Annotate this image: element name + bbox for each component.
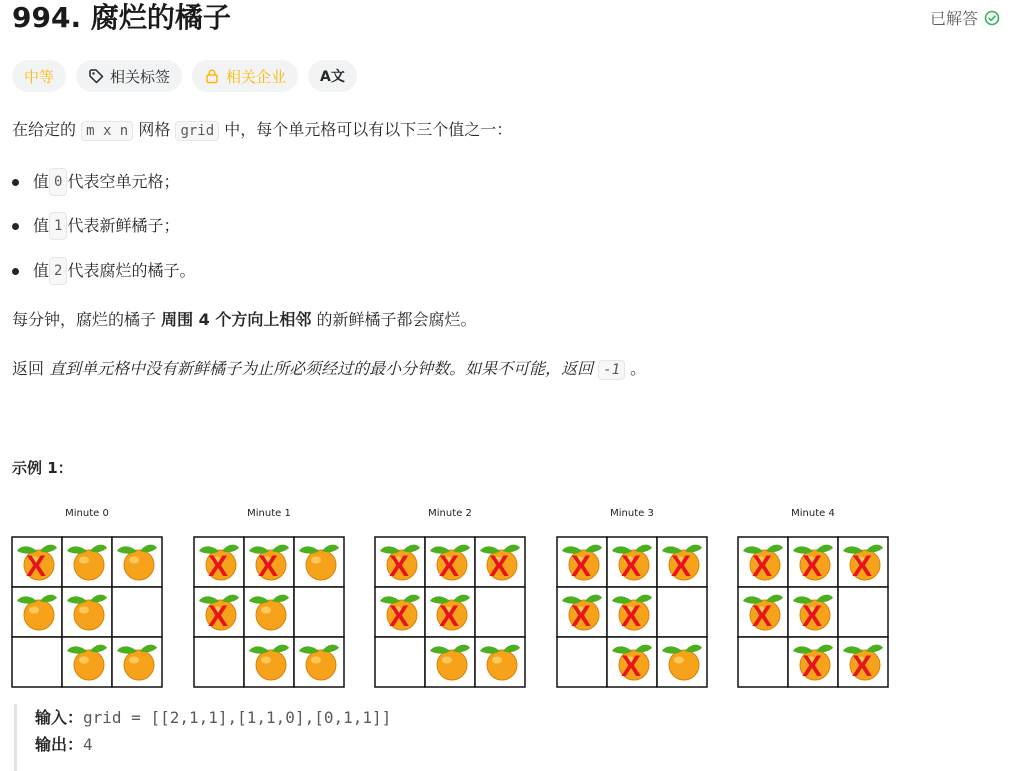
svg-text:X: X	[438, 550, 460, 583]
grid-board	[374, 536, 526, 688]
svg-text:X: X	[570, 600, 592, 633]
rule-text-1: 每分钟，腐烂的橘子	[12, 310, 162, 329]
rotten-orange-cell	[788, 587, 838, 637]
rotten-orange-cell	[657, 537, 707, 587]
svg-text:X: X	[620, 650, 642, 683]
code-mxn: m x n	[81, 121, 133, 141]
svg-text:X: X	[488, 550, 510, 583]
svg-text:X: X	[25, 550, 47, 583]
return-text-1: 返回	[12, 359, 50, 378]
lock-icon	[204, 68, 220, 84]
bullet-text: 代表新鲜橘子；	[67, 216, 180, 235]
code-value: 0	[49, 168, 67, 196]
difficulty-badge[interactable]	[12, 60, 66, 92]
svg-text:X: X	[388, 600, 410, 633]
svg-text:X: X	[851, 550, 873, 583]
return-paragraph	[12, 357, 646, 382]
fresh-orange-cell	[62, 637, 112, 687]
empty-cell	[375, 637, 425, 687]
bullet-text: 值	[33, 216, 50, 235]
input-label: 输入：	[35, 708, 84, 727]
page-title: 994. 腐烂的橘子	[12, 1, 231, 34]
translate-icon: A文	[320, 69, 345, 85]
bullet-dot	[12, 268, 19, 275]
minute-label: Minute 2	[428, 508, 472, 519]
rotten-orange-cell	[557, 537, 607, 587]
grid-board	[11, 536, 163, 688]
empty-cell	[194, 637, 244, 687]
fresh-orange-cell	[244, 637, 294, 687]
bullet-text: 代表空单元格；	[67, 172, 180, 191]
rotten-orange-cell	[194, 537, 244, 587]
svg-text:X: X	[438, 600, 460, 633]
output-label: 输出：	[35, 735, 84, 754]
difficulty-label: 中等	[24, 67, 55, 86]
bullet-text: 值	[33, 261, 50, 280]
minute-label: Minute 0	[65, 508, 109, 519]
fresh-orange-cell	[62, 537, 112, 587]
related-tags-button[interactable]	[76, 60, 182, 92]
rotten-orange-cell	[244, 537, 294, 587]
grid-board	[193, 536, 345, 688]
empty-cell	[657, 587, 707, 637]
bullet-dot	[12, 179, 19, 186]
rotten-orange-cell	[425, 587, 475, 637]
rotten-orange-cell	[12, 537, 62, 587]
rotten-orange-cell	[607, 537, 657, 587]
svg-text:X: X	[801, 600, 823, 633]
minute-label: Minute 1	[247, 508, 291, 519]
intro-text-1: 在给定的	[12, 120, 82, 139]
intro-text-3: 中，每个单元格可以有以下三个值之一：	[219, 120, 513, 139]
list-item	[12, 168, 179, 196]
rule-paragraph	[12, 308, 476, 332]
tag-icon	[88, 68, 104, 84]
return-text-2: 。	[625, 359, 647, 378]
fresh-orange-cell	[294, 637, 344, 687]
rotten-orange-cell	[738, 587, 788, 637]
fresh-orange-cell	[475, 637, 525, 687]
fresh-orange-cell	[112, 537, 162, 587]
svg-text:X: X	[570, 550, 592, 583]
grid-board	[737, 536, 889, 688]
input-value: grid = [[2,1,1],[1,1,0],[0,1,1]]	[83, 708, 392, 727]
code-value: 2	[49, 257, 67, 285]
minute-label: Minute 4	[791, 508, 835, 519]
code-grid: grid	[175, 121, 219, 141]
tag-bar	[12, 60, 357, 92]
empty-cell	[294, 587, 344, 637]
rule-text-2: 的新鲜橘子都会腐烂。	[311, 310, 477, 329]
empty-cell	[475, 587, 525, 637]
svg-text:X: X	[751, 600, 773, 633]
output-value: 4	[83, 735, 93, 754]
rotten-orange-cell	[788, 537, 838, 587]
minute-label: Minute 3	[610, 508, 654, 519]
svg-text:X: X	[620, 600, 642, 633]
fresh-orange-cell	[425, 637, 475, 687]
solved-label: 已解答	[929, 9, 978, 28]
fresh-orange-cell	[244, 587, 294, 637]
rule-bold: 周围 4 个方向上相邻	[161, 310, 312, 329]
list-item	[12, 257, 195, 285]
related-tags-label: 相关标签	[110, 67, 171, 86]
rotten-orange-cell	[375, 537, 425, 587]
list-item	[12, 212, 179, 240]
svg-text:X: X	[207, 600, 229, 633]
rotten-orange-cell	[838, 637, 888, 687]
svg-text:X: X	[620, 550, 642, 583]
svg-text:X: X	[851, 650, 873, 683]
rotten-orange-cell	[838, 537, 888, 587]
bullet-text: 值	[33, 172, 50, 191]
related-companies-button[interactable]	[192, 60, 298, 92]
rotten-orange-cell	[375, 587, 425, 637]
example-heading: 示例 1：	[12, 459, 73, 477]
svg-text:X: X	[670, 550, 692, 583]
grid-board	[556, 536, 708, 688]
empty-cell	[838, 587, 888, 637]
example-output	[35, 731, 1004, 758]
svg-text:X: X	[207, 550, 229, 583]
example-input	[35, 704, 1004, 731]
fresh-orange-cell	[657, 637, 707, 687]
intro-text-2: 网格	[133, 120, 176, 139]
code-value: 1	[49, 212, 67, 240]
rotten-orange-cell	[475, 537, 525, 587]
empty-cell	[738, 637, 788, 687]
fresh-orange-cell	[112, 637, 162, 687]
fresh-orange-cell	[62, 587, 112, 637]
rotten-orange-cell	[788, 637, 838, 687]
translate-button[interactable]	[308, 60, 357, 92]
bullet-text: 代表腐烂的橘子。	[67, 261, 196, 280]
rotten-orange-cell	[607, 587, 657, 637]
solved-status	[930, 6, 1000, 29]
intro-paragraph	[12, 118, 512, 143]
svg-text:X: X	[801, 650, 823, 683]
rotten-orange-cell	[607, 637, 657, 687]
empty-cell	[557, 637, 607, 687]
code-minus-one: -1	[598, 360, 625, 380]
check-circle-icon	[984, 10, 1000, 26]
example-block	[14, 704, 1004, 771]
empty-cell	[112, 587, 162, 637]
empty-cell	[12, 637, 62, 687]
related-companies-label: 相关企业	[226, 67, 287, 86]
rotten-orange-cell	[557, 587, 607, 637]
bullet-dot	[12, 223, 19, 230]
fresh-orange-cell	[12, 587, 62, 637]
svg-text:X: X	[751, 550, 773, 583]
rotten-orange-cell	[194, 587, 244, 637]
svg-text:X: X	[801, 550, 823, 583]
svg-text:X: X	[257, 550, 279, 583]
fresh-orange-cell	[294, 537, 344, 587]
rotten-orange-cell	[738, 537, 788, 587]
return-italic: 直到单元格中没有新鲜橘子为止所必须经过的最小分钟数。如果不可能，返回	[49, 359, 599, 378]
svg-text:X: X	[388, 550, 410, 583]
rotten-orange-cell	[425, 537, 475, 587]
